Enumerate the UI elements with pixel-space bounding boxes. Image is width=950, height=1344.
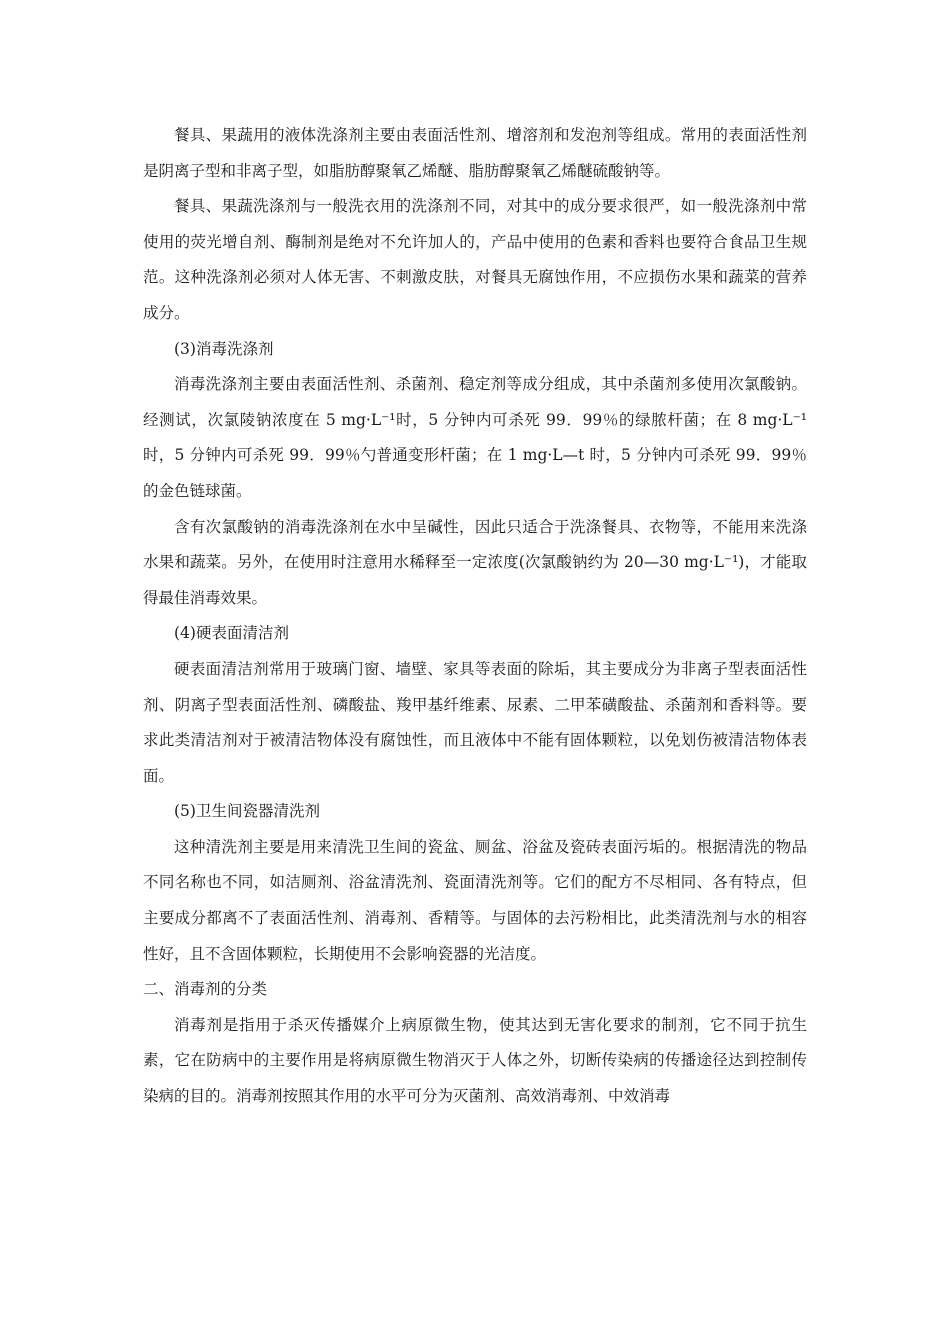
paragraph-disinfectant-definition: 消毒剂是指用于杀灭传播媒介上病原微生物，使其达到无害化要求的制剂，它不同于抗生素，它在防病中的主要作用是将病原微生物消灭于人体之外，切断传染病的传播途径达到控制传染病的目的。消毒剂按照其作用的水平可分为灭菌剂、高效消毒剂、中效消毒 (143, 1015, 807, 1106)
section-heading-disinfectant-classification: 二、消毒剂的分类 (143, 980, 268, 999)
paragraph-dishware-detergent-composition: 餐具、果蔬用的液体洗涤剂主要由表面活性剂、增溶剂和发泡剂等组成。常用的表面活性剂是阴离子型和非离子型，如脂肪醇聚氧乙烯醚、脂肪醇聚氧乙烯醚硫酸钠等。 (143, 126, 807, 180)
subheading-disinfecting-detergent: (3)消毒洗涤剂 (174, 339, 274, 358)
paragraph-bathroom-ceramic-cleaner: 这种清洗剂主要是用来清洗卫生间的瓷盆、厕盆、浴盆及瓷砖表面污垢的。根据清洗的物品不同名称也不同，如洁厕剂、浴盆清洗剂、瓷面清洗剂等。它们的配方不尽相同、各有特点，但主要成分都离不了表面活性剂、消毒剂、香精等。与固体的去污粉相比，此类清洗剂与水的相容性好，且不含固体颗粒，长期使用不会影响瓷器的光洁度。 (143, 837, 807, 963)
paragraph-sodium-hypochlorite-usage: 含有次氯酸钠的消毒洗涤剂在水中呈碱性，因此只适合于洗涤餐具、衣物等，不能用来洗涤水果和蔬菜。另外，在使用时注意用水稀释至一定浓度(次氯酸钠约为 20—30 mg·L⁻¹)，才能取得最佳消毒效果。 (143, 517, 807, 607)
paragraph-hard-surface-cleaner: 硬表面清洁剂常用于玻璃门窗、墙壁、家具等表面的除垢，其主要成分为非离子型表面活性剂、阴离子型表面活性剂、磷酸盐、羧甲基纤维素、尿素、二甲苯磺酸盐、杀菌剂和香料等。要求此类清洁剂对于被清洁物体没有腐蚀性，而且液体中不能有固体颗粒，以免划伤被清洁物体表面。 (143, 659, 807, 785)
paragraph-dishware-detergent-requirements: 餐具、果蔬洗涤剂与一般洗衣用的洗涤剂不同，对其中的成分要求很严，如一般洗涤剂中常使用的荧光增自剂、酶制剂是绝对不允许加人的，产品中使用的色素和香料也要符合食品卫生规范。这种洗涤剂必须对人体无害、不刺激皮肤，对餐具无腐蚀作用，不应损伤水果和蔬菜的营养成分。 (143, 197, 807, 322)
subheading-hard-surface-cleaner: (4)硬表面清洁剂 (174, 624, 289, 643)
paragraph-disinfecting-detergent-composition: 消毒洗涤剂主要由表面活性剂、杀菌剂、稳定剂等成分组成，其中杀菌剂多使用次氯酸钠。经测试，次氯陵钠浓度在 5 mg·L⁻¹时，5 分钟内可杀死 99．99％的绿脓杆菌；在 8 mg·L⁻¹时，5 分钟内可杀死 99．99％勺普通变形杆菌；在 1 mg·L—t 时，5 分钟内可杀死 99．99％的金色链球菌。 (143, 375, 807, 500)
document-body (143, 118, 807, 1115)
subheading-bathroom-ceramic-cleaner: (5)卫生间瓷器清洗剂 (174, 802, 320, 821)
